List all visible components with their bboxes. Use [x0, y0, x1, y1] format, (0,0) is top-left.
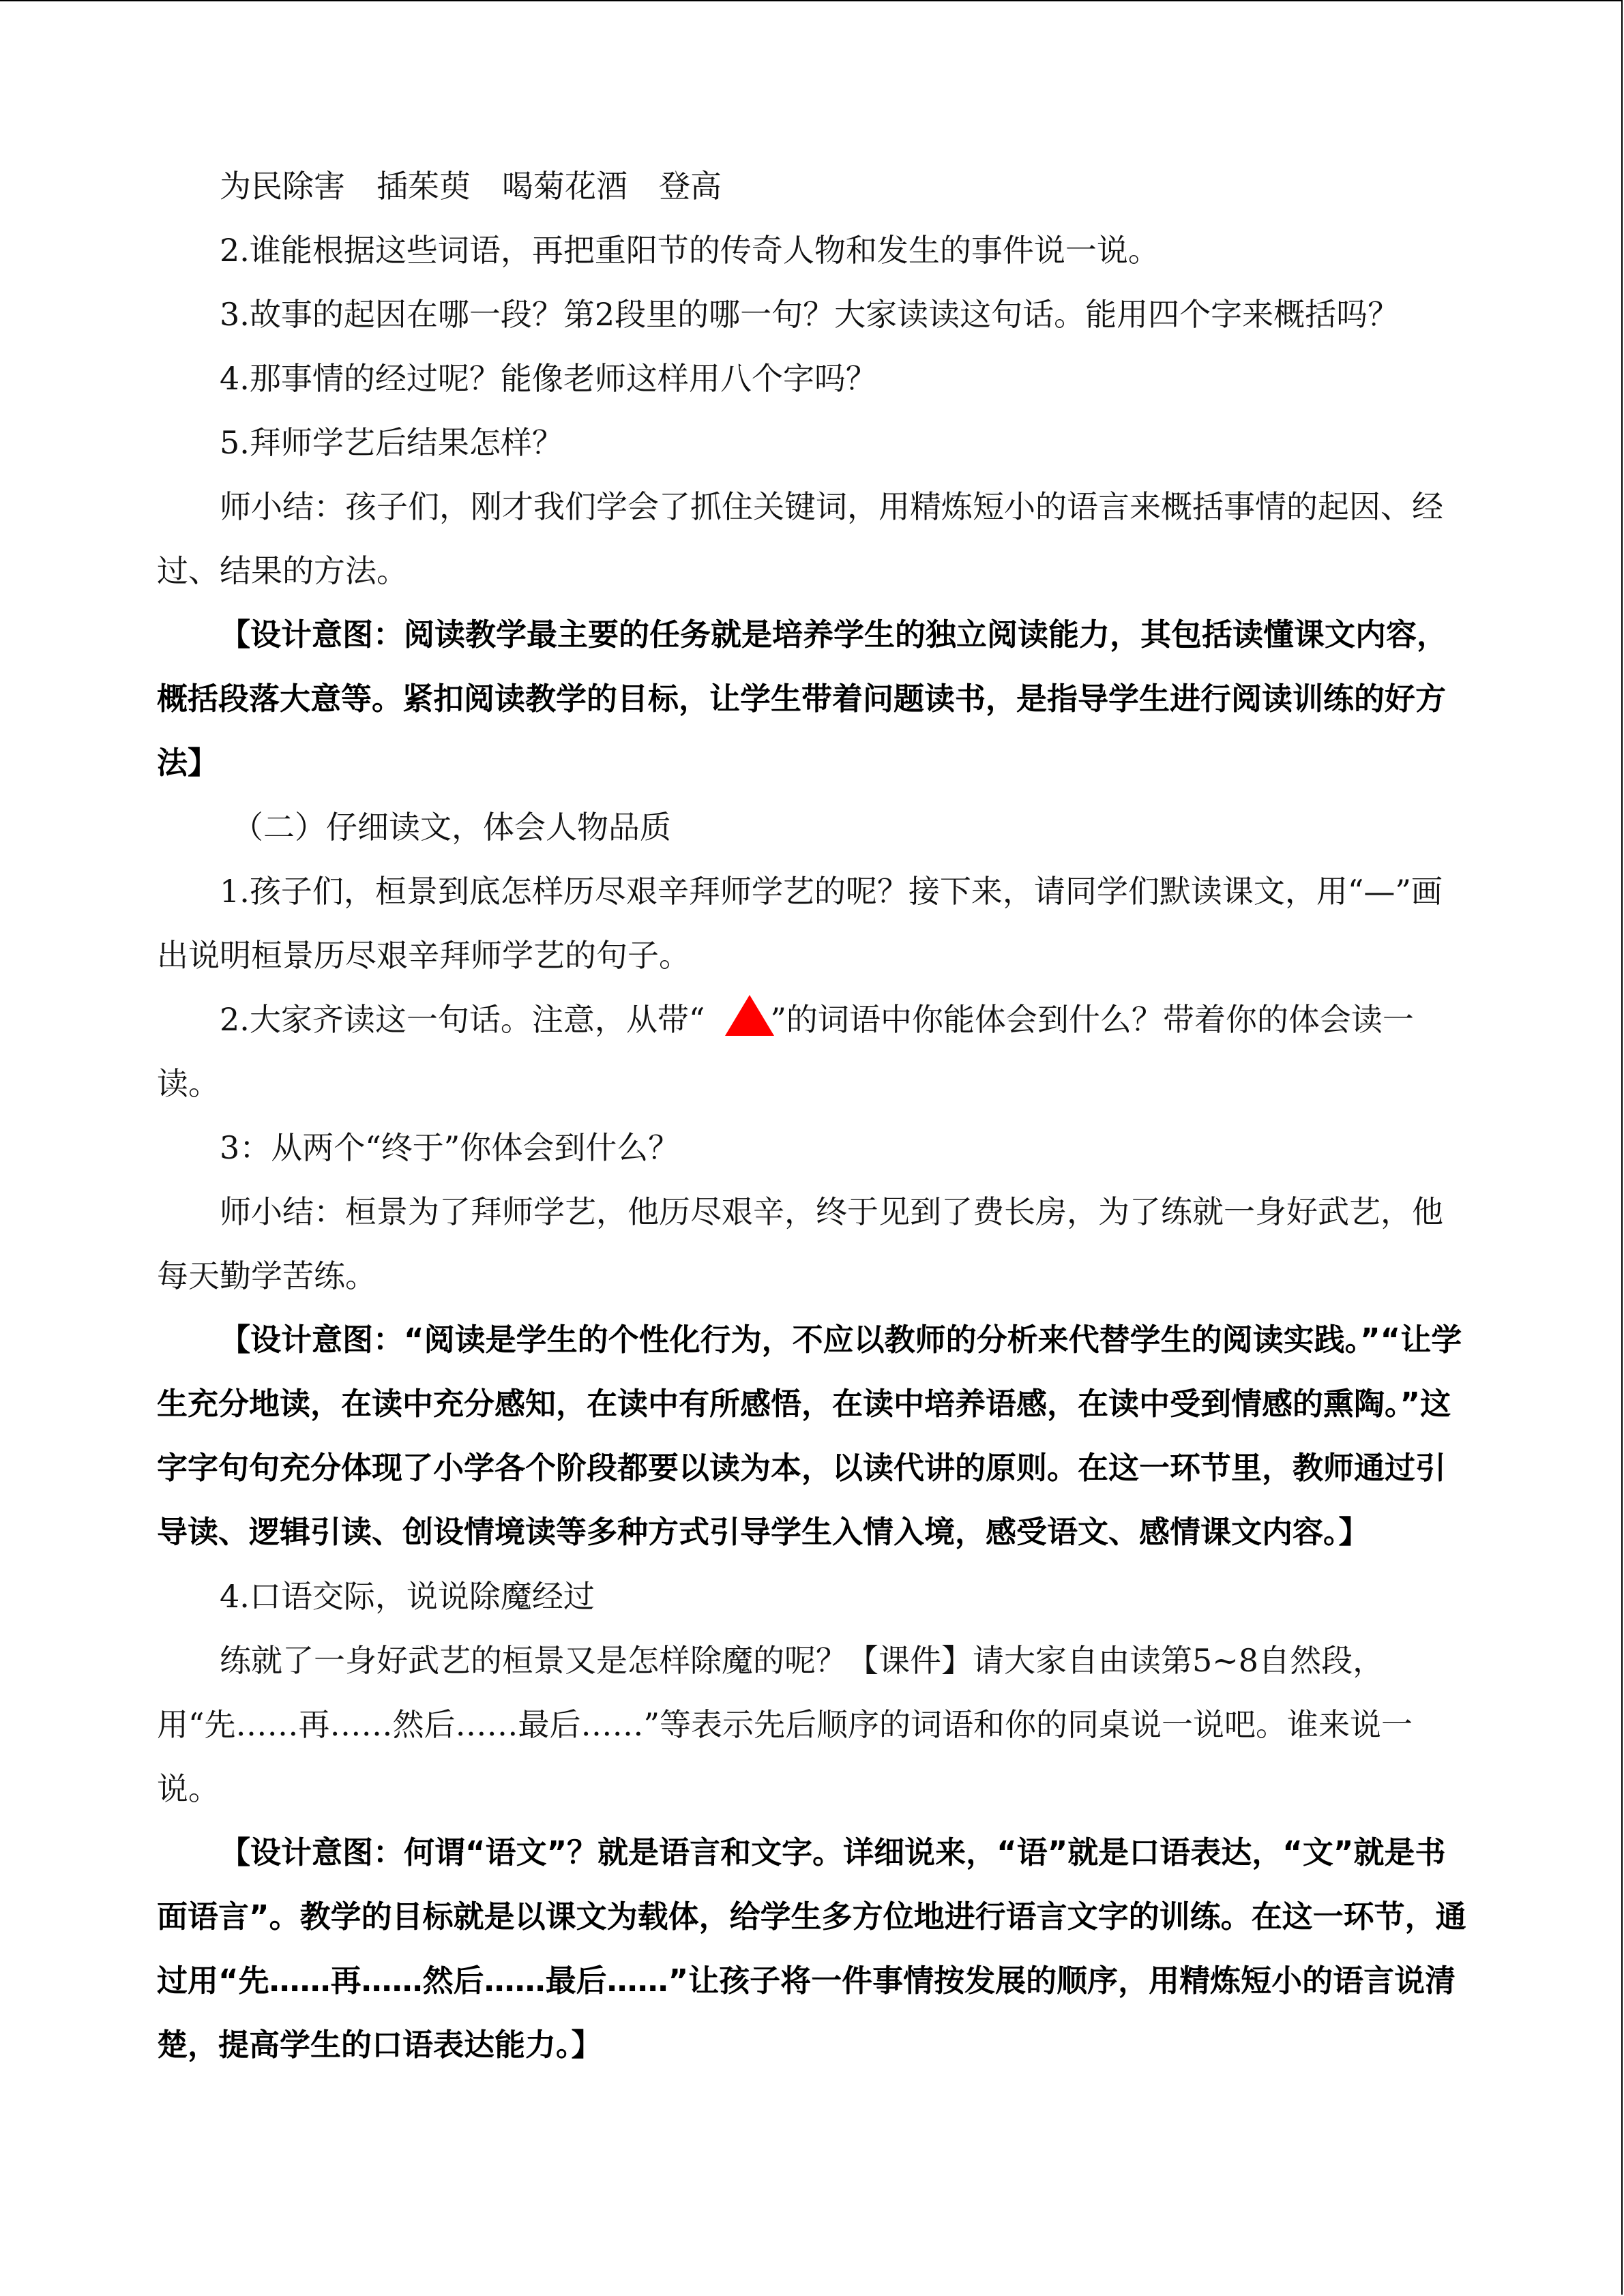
question-read-2-start: 2.大家齐读这一句话。注意，从带“: [220, 1001, 705, 1038]
red-triangle-icon: [725, 995, 774, 1036]
oral-instruction: 练就了一身好武艺的桓景又是怎样除魔的呢？【课件】请大家自由读第5~8自然段，用“先……再……然后……最后……”等表示先后顺序的词语和你的同桌说一说吧。谁来说一说。: [157, 1642, 1413, 1807]
design-intent-3: 【设计意图：何谓“语文”？就是语言和文字。详细说来，“语”就是口语表达，“文”就是书面语言”。教学的目标就是以课文为载体，给学生多方位地进行语言文字的训练。在这一环节，通过用“先……再……然后……最后……”让孩子将一件事情按发展的顺序，用精炼短小的语言说清楚，提高学生的口语表达能力。】: [157, 1834, 1466, 2063]
oral-heading: 4.口语交际，说说除魔经过: [220, 1578, 595, 1615]
question-3: 3.故事的起因在哪一段？第2段里的哪一句？大家读读这句话。能用四个字来概括吗？: [220, 296, 1400, 333]
teacher-summary-2: 师小结：桓景为了拜师学艺，他历尽艰辛，终于见到了费长房，为了练就一身好武艺，他每天勤学苦练。: [157, 1193, 1443, 1294]
document-body: [157, 154, 1470, 2077]
question-read-3: 3：从两个“终于”你体会到什么？: [220, 1129, 680, 1166]
section-heading: （二）仔细读文，体会人物品质: [232, 809, 671, 846]
question-5: 5.拜师学艺后结果怎样？: [220, 424, 563, 461]
design-intent-2: 【设计意图：“阅读是学生的个性化行为，不应以教师的分析来代替学生的阅读实践。”“让学生充分地读，在读中充分感知，在读中有所感悟，在读中培养语感，在读中受到情感的熏陶。”这字字句句充分体现了小学各个阶段都要以读为本，以读代讲的原则。在这一环节里，教师通过引导读、逻辑引读、创设情境读等多种方式引导学生入情入境，感受语文、感情课文内容。】: [157, 1322, 1462, 1550]
teacher-summary-1: 师小结：孩子们，刚才我们学会了抓住关键词，用精炼短小的语言来概括事情的起因、经过、结果的方法。: [157, 488, 1443, 589]
question-read-2: [157, 987, 1470, 1116]
question-4: 4.那事情的经过呢？能像老师这样用八个字吗？: [220, 360, 877, 397]
question-read-1: 1.孩子们，桓景到底怎样历尽艰辛拜师学艺的呢？接下来，请同学们默读课文，用“—”画出说明桓景历尽艰辛拜师学艺的句子。: [157, 873, 1443, 974]
question-read-2-end: ”的词语中你能体会到什么？带着你的体会读一读。: [157, 1001, 1414, 1102]
question-2: 2.谁能根据这些词语，再把重阳节的传奇人物和发生的事件说一说。: [220, 232, 1160, 269]
design-intent-1: 【设计意图：阅读教学最主要的任务就是培养学生的独立阅读能力，其包括读懂课文内容，概括段落大意等。紧扣阅读教学的目标，让学生带着问题读书，是指导学生进行阅读训练的好方法】: [157, 616, 1448, 781]
keyword-line: 为民除害 插茱萸 喝菊花酒 登高: [220, 168, 722, 205]
